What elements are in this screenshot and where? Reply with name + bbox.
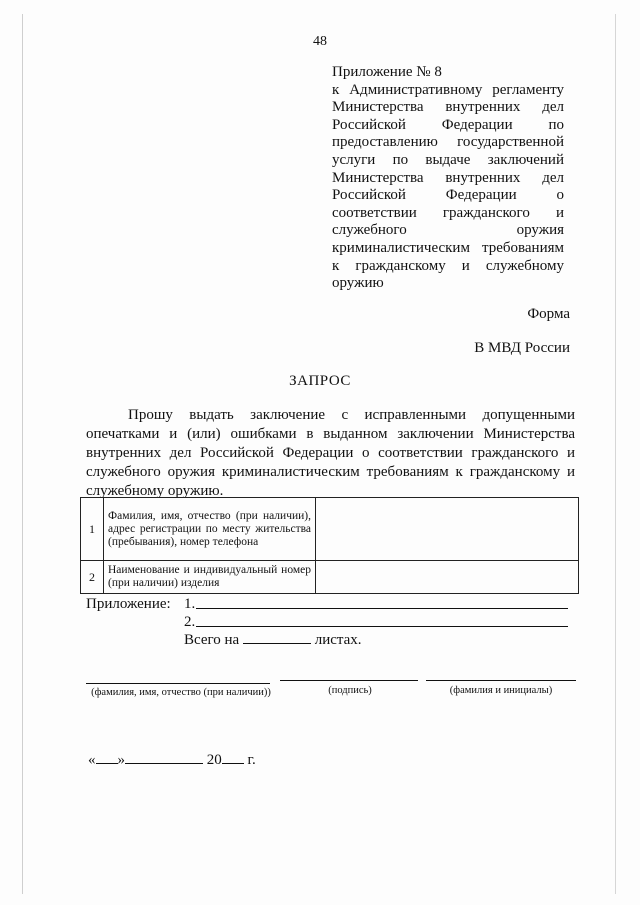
request-table xyxy=(80,497,579,594)
form-label: Форма xyxy=(527,306,570,322)
appendix-body: к Административному регламенту Министерства внутренних дел Российской Федерации по предоставлению государственной услуги по выдаче заключений Министерства внутренних дел Российской Федерации о соответствии гражданского и служебного оружия криминалистическим требованиям к гражданскому и служебному xyxy=(332,81,564,274)
addressee: В МВД России xyxy=(474,340,570,356)
sign-line[interactable] xyxy=(280,680,418,681)
table-row xyxy=(81,561,579,594)
page-left-edge xyxy=(22,14,23,894)
fio-caption: (фамилия, имя, отчество (при наличии)) xyxy=(91,687,271,698)
fio-signature-line[interactable] xyxy=(86,683,270,684)
attachment-1-field[interactable] xyxy=(196,608,568,609)
document-title: ЗАПРОС xyxy=(289,373,351,389)
date-century: 20 xyxy=(206,752,222,768)
total-suffix: листах. xyxy=(314,632,362,648)
page-right-edge xyxy=(615,14,616,894)
day-field[interactable] xyxy=(96,750,118,764)
appendix-title: Приложение № 8 xyxy=(332,64,442,80)
item-info-field[interactable] xyxy=(316,561,579,594)
appendix-last-word: оружию xyxy=(332,275,384,292)
total-prefix: Всего на xyxy=(184,632,240,648)
initials-caption: (фамилия и инициалы) xyxy=(449,685,553,696)
total-sheets xyxy=(184,630,362,649)
date-line xyxy=(88,750,256,769)
date-year-suffix: г. xyxy=(247,752,256,768)
attachment-2-number: 2. xyxy=(184,614,196,630)
row-number: 1 xyxy=(81,498,104,561)
applicant-info-field[interactable] xyxy=(316,498,579,561)
row-label: Наименование и индивидуальный номер (при наличии) изделия xyxy=(104,561,316,594)
row-label: Фамилия, имя, отчество (при наличии), адрес регистрации по месту жительства (пребывания), номер телефона xyxy=(104,498,316,561)
initials-line[interactable] xyxy=(426,680,576,681)
sign-caption: (подпись) xyxy=(328,685,372,696)
attachments-label: Приложение: xyxy=(86,596,171,612)
date-open-quote: « xyxy=(88,752,96,768)
table-row xyxy=(81,498,579,561)
month-field[interactable] xyxy=(125,750,203,764)
sheets-count-field[interactable] xyxy=(243,630,311,644)
appendix-header xyxy=(332,64,564,293)
row-number: 2 xyxy=(81,561,104,594)
attachment-1-number: 1. xyxy=(184,596,196,612)
attachment-2-field[interactable] xyxy=(196,626,568,627)
page-number: 48 xyxy=(313,34,327,49)
year-field[interactable] xyxy=(222,750,244,764)
date-close-quote: » xyxy=(117,752,125,768)
request-text: Прошу выдать заключение с исправленными допущенными опечатками и (или) ошибками в выданном заключении Министерства внутренних дел Российской Федерации о соответствии гражданского и служебного оружия криминалистическим требованиям к гражданскому и служебному оружию. xyxy=(86,407,575,499)
